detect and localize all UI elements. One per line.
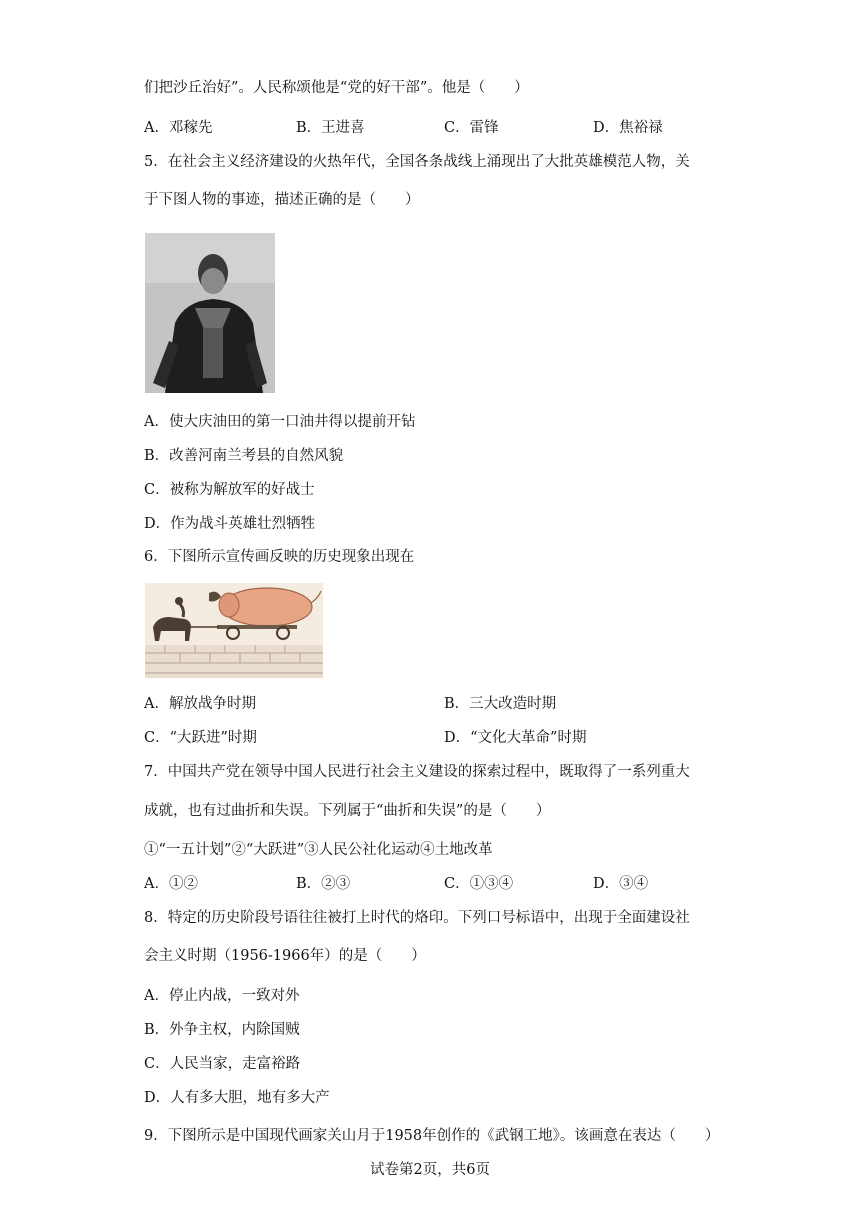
q5-option-c: C．被称为解放军的好战士: [144, 482, 315, 498]
q5-option-a: A．使大庆油田的第一口油井得以提前开钻: [144, 414, 416, 430]
q4-option-b: B．王进喜: [296, 120, 365, 136]
q7-option-c: C．①③④: [444, 876, 514, 892]
q7-option-a: A．①②: [144, 876, 198, 892]
q6-option-d: D．“文化大革命”时期: [444, 730, 587, 746]
q4-option-c: C．雷锋: [444, 120, 499, 136]
q7-option-b: B．②③: [296, 876, 351, 892]
q5-option-b: B．改善河南兰考县的自然风貌: [144, 448, 344, 464]
q6-option-c: C．“大跃进”时期: [144, 730, 257, 746]
q8-stem-line1: 8．特定的历史阶段号语往往被打上时代的烙印。下列口号标语中，出现于全面建设社: [144, 910, 690, 926]
q4-option-a: A．邓稼先: [144, 120, 213, 136]
propaganda-poster-image: [145, 583, 323, 678]
q4-stem-tail: 们把沙丘治好”。人民称颂他是“党的好干部”。他是（ ）: [144, 80, 529, 96]
q9-stem: 9．下图所示是中国现代画家关山月于1958年创作的《武钢工地》。该画意在表达（ ）: [144, 1128, 720, 1144]
q7-items: ①“一五计划”②“大跃进”③人民公社化运动④土地改革: [144, 842, 493, 858]
hero-portrait-photo: [145, 233, 275, 393]
q8-option-b: B．外争主权，内除国贼: [144, 1022, 300, 1038]
q8-option-a: A．停止内战，一致对外: [144, 988, 300, 1004]
q6-option-a: A．解放战争时期: [144, 696, 256, 712]
q8-option-d: D．人有多大胆，地有多大产: [144, 1090, 330, 1106]
q6-stem: 6．下图所示宣传画反映的历史现象出现在: [144, 549, 415, 565]
q8-option-c: C．人民当家，走富裕路: [144, 1056, 301, 1072]
page-footer: 试卷第2页，共6页: [370, 1162, 490, 1178]
q7-stem-line2: 成就，也有过曲折和失误。下列属于“曲折和失误”的是（ ）: [144, 803, 551, 819]
q7-option-d: D．③④: [593, 876, 649, 892]
q8-stem-line2: 会主义时期（1956-1966年）的是（ ）: [144, 948, 426, 964]
q7-stem-line1: 7．中国共产党在领导中国人民进行社会主义建设的探索过程中，既取得了一系列重大: [144, 764, 690, 780]
q5-option-d: D．作为战斗英雄壮烈牺牲: [144, 516, 316, 532]
q5-stem-line2: 于下图人物的事迹，描述正确的是（ ）: [144, 192, 420, 208]
q4-option-d: D．焦裕禄: [593, 120, 663, 136]
q6-option-b: B．三大改造时期: [444, 696, 557, 712]
q5-stem-line1: 5．在社会主义经济建设的火热年代，全国各条战线上涌现出了大批英雄模范人物，关: [144, 154, 690, 170]
